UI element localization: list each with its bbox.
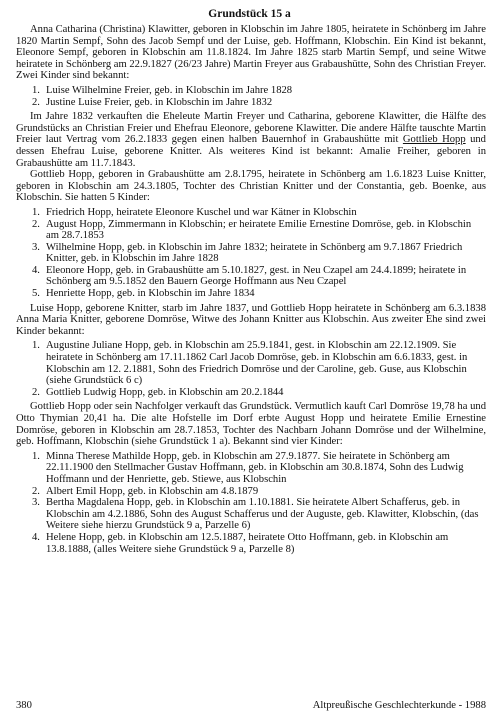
- list-item-number: 1.: [32, 206, 40, 218]
- list-item: [16, 265, 486, 288]
- list-item-number: 2.: [32, 218, 40, 230]
- paragraph-2: [16, 111, 486, 169]
- paragraph-2-text-a: Im Jahre 1832 verkauften die Eheleute Martin Freyer und Catharina, geborene Klawitter, die Hälfte des Grundstücks an Christian Freier und Ehefrau Eleonore, geborene Klawitter. Die andere Hälfte tauschte Martin Freier laut Vertrag vom 26.2.1833 gegen einen halben Bauernhof in Grabaushütte mit: [16, 111, 486, 146]
- list-item: [16, 451, 486, 486]
- list-item: [16, 340, 486, 386]
- list-item: [16, 85, 486, 97]
- list-item-text: Augustine Juliane Hopp, geb. in Klobschin am 25.9.1841, gest. in Klobschin am 22.12.1909. Sie heiratete in Schönberg am 17.11.1862 Carl Jacob Domröse, geb. in Klobschin am 6.6.1833, gest. in Klobschin am 12. 2.1881, Sohn des Friedrich Domröse und der Caroline, geb. Guse, aus Klobschin (siehe Grundstück 6 c): [46, 340, 468, 387]
- children-list-1: [16, 85, 486, 108]
- list-item: [16, 288, 486, 300]
- list-item-text: Luise Wilhelmine Freier, geb. in Klobschin im Jahre 1828: [46, 84, 293, 96]
- list-item-number: 2.: [32, 96, 40, 108]
- list-item-text: Friedrich Hopp, heiratete Eleonore Kuschel und war Kätner in Klobschin: [46, 206, 357, 218]
- list-item-text: Wilhelmine Hopp, geb. in Klobschin im Jahre 1832; heiratete in Schönberg am 9.7.1867 Friedrich Knitter, geb. in Klobschin im Jahre 1828: [46, 241, 463, 265]
- list-item: [16, 497, 486, 532]
- list-item-number: 2.: [32, 386, 40, 398]
- list-item-text: Eleonore Hopp, geb. in Grabaushütte am 5.10.1827, gest. in Neu Czapel am 24.4.1899; heiratete in Schönberg am 9.5.1852 den Bauern George Hoffmann aus Neu Czapel: [46, 264, 467, 288]
- list-item-text: Albert Emil Hopp, geb. in Klobschin am 4.8.1879: [46, 485, 259, 497]
- list-item-number: 4.: [32, 531, 40, 543]
- list-item-text: Justine Luise Freier, geb. in Klobschin im Jahre 1832: [46, 96, 273, 108]
- paragraph-2-text-b: und dessen Ehefrau Luise, geborene Knitter. Als weiteres Kind ist bekannt: Amalie Freiher, geboren in Grabaushütte am 11.7.1843.: [16, 134, 486, 169]
- list-item: [16, 97, 486, 109]
- list-item-number: 1.: [32, 84, 40, 96]
- list-item-text: Henriette Hopp, geb. in Klobschin im Jahre 1834: [46, 288, 255, 300]
- list-item-text: Gottlieb Ludwig Hopp, geb. in Klobschin am 20.2.1844: [46, 386, 284, 398]
- list-item: [16, 486, 486, 498]
- children-list-2: [16, 207, 486, 300]
- page-title: Grundstück 15 a: [208, 8, 291, 20]
- list-item-text: Minna Therese Mathilde Hopp, geb. in Klobschin am 27.9.1877. Sie heiratete in Schönberg am 22.11.1900 den Stellmacher Gustav Hoffmann, geb. in Klobschin am 30.8.1874, Sohn des Ludwig Hoffmann und der Henriette, geb. Stiewe, aus Klobschin: [46, 450, 464, 485]
- list-item-text: Bertha Magdalena Hopp, geb. in Klobschin am 1.10.1881. Sie heiratete Albert Schafferus, geb. in Klobschin am 4.2.1886, Sohn des August Schafferus und der Auguste, geb. Klawitter, Klobschin, (das Weitere siehe hierzu Grundstück 9 a, Parzelle 6): [46, 497, 479, 532]
- list-item-number: 4.: [32, 264, 40, 276]
- paragraph-5: Gottlieb Hopp oder sein Nachfolger verkauft das Grundstück. Vermutlich kauft Carl Domröse 19,78 ha und Otto Thymian 20,41 ha. Die alte Hofstelle im Dorf erbte August Hopp und heiratete Emilie Ernestine Domröse, geboren in Klobschin am 28.7.1853, Tochter des Nachbarn Johann Domröse und der Wilhelmine, geb. Hoffmann, Klobschin (siehe Grundstück 1 a). Bekannt sind vier Kinder:: [16, 401, 486, 448]
- children-list-4: [16, 451, 486, 555]
- document-body: [16, 24, 486, 558]
- list-item: [16, 387, 486, 399]
- list-item-number: 3.: [32, 241, 40, 253]
- underlined-name: Gottlieb Hopp: [402, 134, 466, 146]
- list-item: [16, 219, 486, 242]
- paragraph-4: Luise Hopp, geborene Knitter, starb im Jahre 1837, und Gottlieb Hopp heiratete in Schönberg am 6.3.1838 Anna Maria Knitter, geborene Domröse, Witwe des Johann Knitter aus Klobschin. Aus zweiter Ehe sind zwei Kinder bekannt:: [16, 302, 486, 337]
- list-item-number: 1.: [32, 450, 40, 462]
- page-number: 380: [16, 700, 32, 711]
- list-item-number: 2.: [32, 485, 40, 497]
- list-item: [16, 532, 486, 555]
- list-item-number: 3.: [32, 497, 40, 509]
- children-list-3: [16, 340, 486, 398]
- paragraph-1: Anna Catharina (Christina) Klawitter, geboren in Klobschin im Jahre 1805, heiratete in Schönberg im Jahre 1820 Martin Sempf, Sohn des Jacob Sempf und der Luise, geb. Hoffmann, Klobschin. Ein Kind ist bekannt, Eleonore Sempf, geboren in Klobschin am 11.8.1824. Im Jahre 1825 starb Martin Sempf, und seine Witwe heiratete in Schönberg am 22.9.1827 (26/23 Jahre) Martin Freyer aus Grabaushütte, Sohn des Christian Freyer. Zwei Kinder sind bekannt:: [16, 24, 486, 82]
- list-item-text: Helene Hopp, geb. in Klobschin am 12.5.1887, heiratete Otto Hoffmann, geb. in Klobschin am 13.8.1888, (alles Weitere siehe Grundstück 9 a, Parzelle 8): [46, 531, 449, 555]
- list-item: [16, 207, 486, 219]
- list-item-text: August Hopp, Zimmermann in Klobschin; er heiratete Emilie Ernestine Domröse, geb. in Klobschin am 28.7.1853: [46, 218, 472, 242]
- journal-title: Altpreußische Geschlechterkunde - 1988: [312, 700, 486, 711]
- list-item-number: 5.: [32, 288, 40, 300]
- list-item-number: 1.: [32, 340, 40, 352]
- list-item: [16, 242, 486, 265]
- paragraph-3: Gottlieb Hopp, geboren in Grabaushütte am 2.8.1795, heiratete in Schönberg am 1.6.1823 Luise Knitter, geboren in Klobschin am 24.3.1805, Tochter des Christian Knitter und der Constantia, geb. Boenke, aus Klobschin. Sie hatten 5 Kinder:: [16, 169, 486, 204]
